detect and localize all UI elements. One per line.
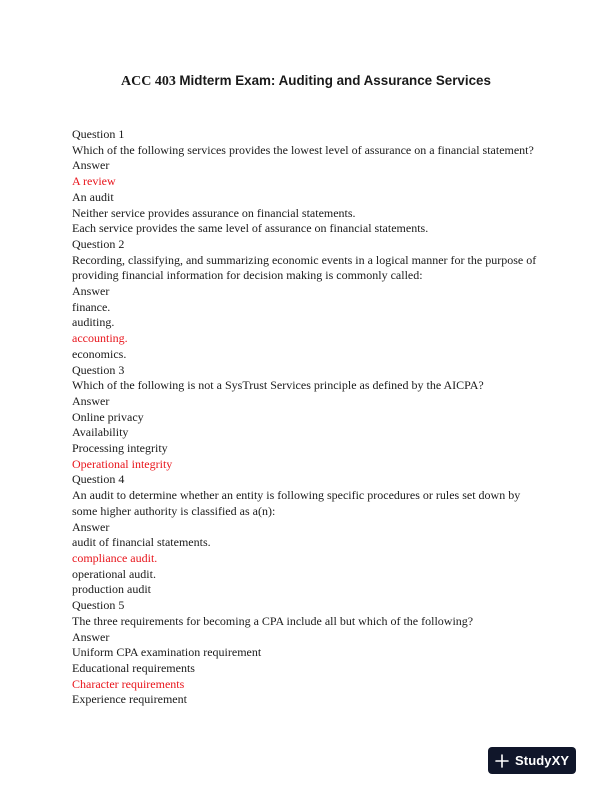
answer-option: An audit — [72, 189, 114, 204]
studyxy-badge[interactable] — [488, 747, 576, 774]
answer-option-correct: Operational integrity — [72, 456, 173, 471]
answer-option: operational audit. — [72, 566, 156, 581]
question-prompt: The three requirements for becoming a CPA include all but which of the following? — [72, 613, 474, 628]
answer-label: Answer — [72, 519, 110, 534]
badge-brand-text: StudyXY — [515, 753, 570, 768]
question-label: Question 3 — [72, 362, 125, 377]
answer-option: Online privacy — [72, 409, 144, 424]
plus-icon — [494, 753, 510, 769]
answer-option: Processing integrity — [72, 441, 168, 456]
question-label: Question 1 — [72, 127, 125, 141]
answer-option: production audit — [72, 582, 151, 597]
answer-label: Answer — [72, 629, 110, 644]
answer-option: auditing. — [72, 315, 115, 330]
question-list — [72, 127, 542, 708]
answer-option: audit of financial statements. — [72, 535, 211, 550]
answer-option: Uniform CPA examination requirement — [72, 645, 262, 660]
question-label: Question 4 — [72, 472, 125, 487]
answer-label: Answer — [72, 158, 110, 173]
answer-option-correct: Character requirements — [72, 676, 185, 691]
answer-option: economics. — [72, 346, 127, 361]
answer-option-correct: accounting. — [72, 331, 128, 346]
answer-option: Each service provides the same level of assurance on financial statements. — [72, 221, 429, 236]
answer-label: Answer — [72, 284, 110, 299]
answer-option-correct: A review — [72, 174, 116, 189]
question-prompt: Which of the following is not a SysTrust Services principle as defined by the AICPA? — [72, 378, 484, 393]
answer-option-correct: compliance audit. — [72, 550, 158, 565]
answer-label: Answer — [72, 393, 110, 408]
question-block — [72, 363, 542, 473]
answer-option: Neither service provides assurance on financial statements. — [72, 205, 356, 220]
question-prompt: Recording, classifying, and summarizing economic events in a logical manner for the purpose of providing financial information for decision making is commonly called: — [72, 252, 537, 283]
question-block — [72, 472, 542, 598]
document-title — [0, 72, 612, 91]
answer-option: Availability — [72, 425, 129, 440]
question-prompt: Which of the following services provides the lowest level of assurance on a financial statement? — [72, 142, 534, 157]
question-block — [72, 598, 542, 708]
answer-option: Educational requirements — [72, 660, 195, 675]
answer-option: Experience requirement — [72, 692, 187, 707]
title-course-code: ACC 403 — [121, 74, 176, 89]
question-label: Question 5 — [72, 598, 125, 613]
question-block — [72, 237, 542, 363]
question-block — [72, 127, 542, 237]
question-prompt: An audit to determine whether an entity is following specific procedures or rules set down by some higher authority is classified as a(n): — [72, 488, 521, 518]
title-exam-name: Midterm Exam: Auditing and Assurance Services — [179, 73, 491, 88]
question-label: Question 2 — [72, 236, 125, 251]
answer-option: finance. — [72, 299, 111, 314]
